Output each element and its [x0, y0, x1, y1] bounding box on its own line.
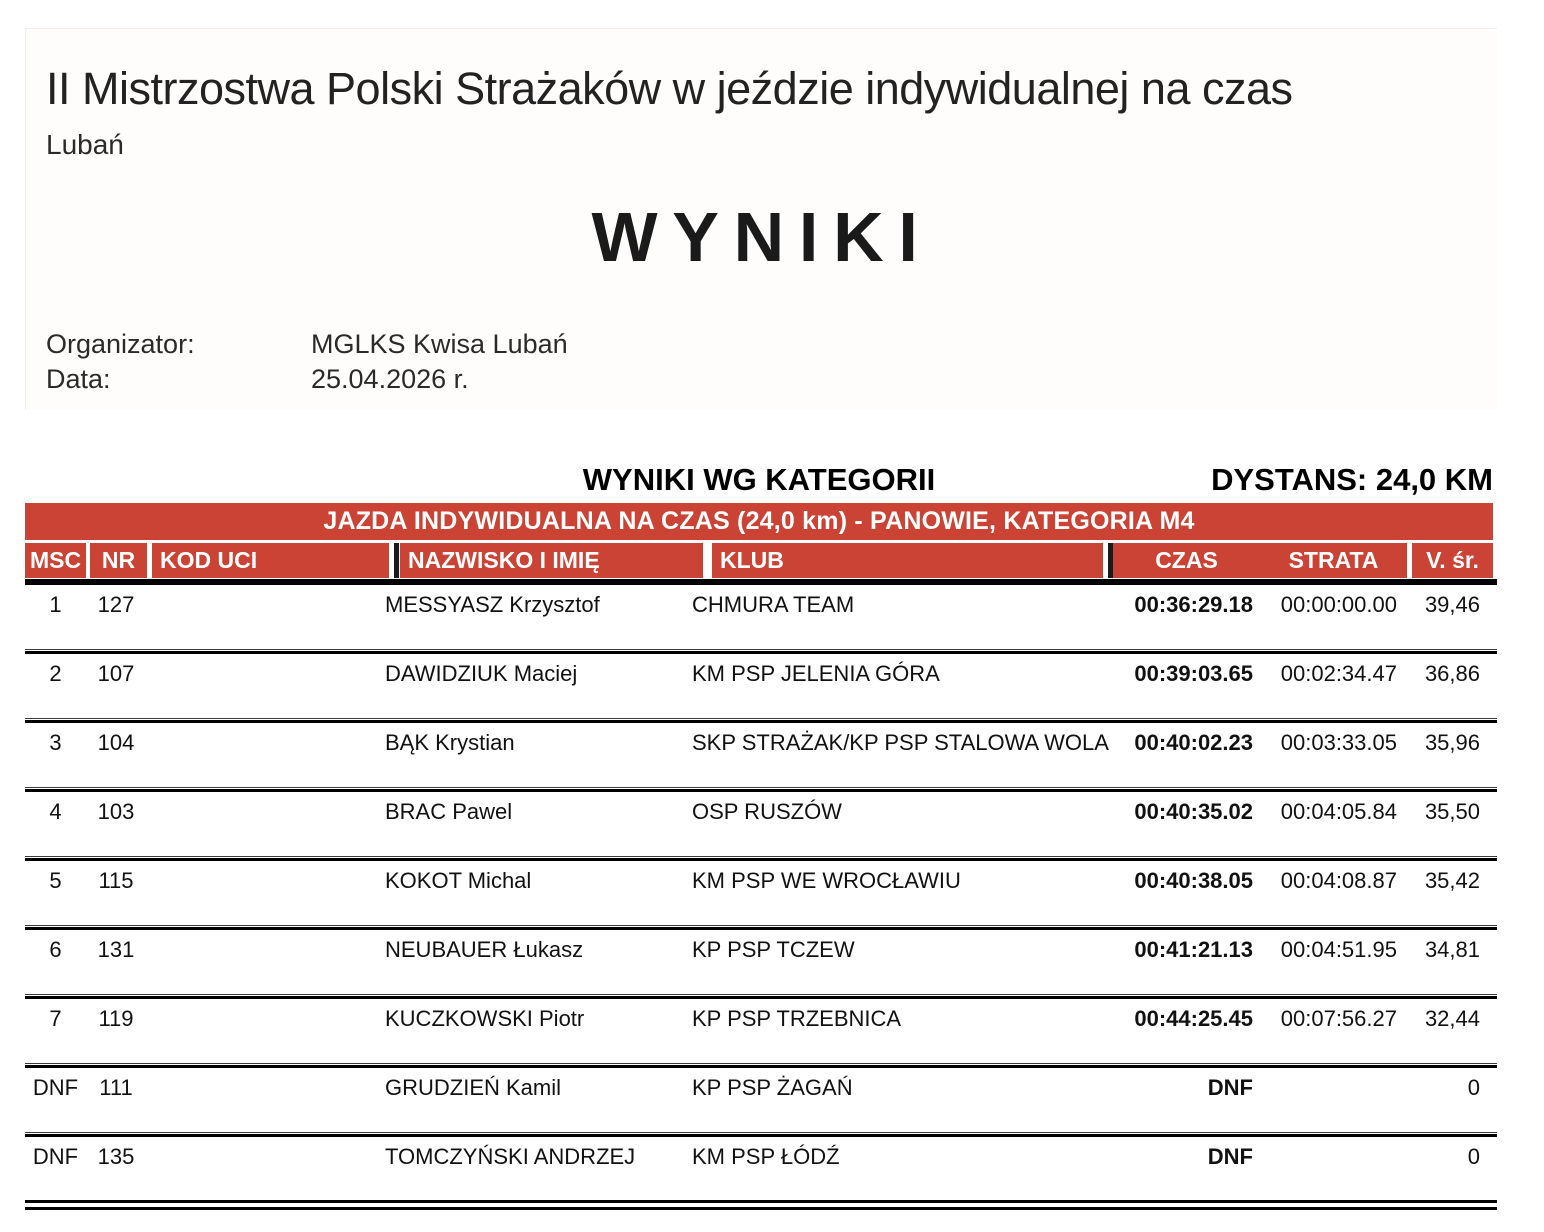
- result-row: [25, 792, 1497, 855]
- cell-strata: 00:04:08.87: [1280, 868, 1397, 893]
- cell-vsr: 35,96: [1424, 730, 1480, 755]
- cell-name: DAWIDZIUK Maciej: [385, 661, 578, 686]
- cell-name: KUCZKOWSKI Piotr: [385, 1006, 585, 1031]
- cell-nr: 131: [97, 937, 135, 962]
- date-value: 25.04.2026 r.: [311, 364, 469, 394]
- col-header-nazwisko: NAZWISKO I IMIĘ: [400, 543, 703, 578]
- cell-strata: 00:02:34.47: [1280, 661, 1397, 686]
- cell-nr: 135: [97, 1144, 135, 1169]
- cell-klub: OSP RUSZÓW: [692, 799, 842, 824]
- col-header-kod-uci: KOD UCI: [152, 543, 389, 578]
- cell-czas: 00:40:38.05: [1134, 868, 1253, 893]
- organizer-value: MGLKS Kwisa Lubań: [311, 329, 568, 359]
- cell-vsr: 32,44: [1424, 1006, 1480, 1031]
- category-bar: JAZDA INDYWIDUALNA NA CZAS (24,0 km) - PANOWIE, KATEGORIA M4: [25, 503, 1493, 540]
- cell-msc: 7: [49, 1006, 62, 1031]
- cell-msc: DNF: [32, 1144, 79, 1169]
- event-city: Lubań: [46, 129, 124, 160]
- cell-czas: DNF: [1207, 1144, 1253, 1169]
- cell-klub: KP PSP TCZEW: [692, 937, 855, 962]
- result-row: [25, 861, 1497, 924]
- cell-czas: DNF: [1207, 1075, 1253, 1100]
- results-heading: WYNIKI: [591, 198, 933, 276]
- col-header-nr: NR: [90, 543, 147, 578]
- cell-name: BRAC Pawel: [385, 799, 513, 824]
- distance-label: DYSTANS: 24,0 KM: [1211, 462, 1493, 497]
- cell-czas: 00:36:29.18: [1134, 592, 1253, 617]
- cell-strata: 00:04:51.95: [1280, 937, 1397, 962]
- date-label: Data:: [46, 364, 111, 394]
- cell-msc: 3: [49, 730, 62, 755]
- cell-vsr: 0: [1467, 1144, 1480, 1169]
- cell-name: GRUDZIEŃ Kamil: [385, 1075, 562, 1100]
- cell-nr: 115: [98, 868, 134, 893]
- cell-vsr: 34,81: [1424, 937, 1480, 962]
- cell-name: NEUBAUER Łukasz: [385, 937, 584, 962]
- section-heading: WYNIKI WG KATEGORII: [582, 462, 936, 497]
- cell-nr: 104: [97, 730, 135, 755]
- cell-msc: 2: [49, 661, 62, 686]
- col-header-vsr: V. śr.: [1412, 543, 1493, 578]
- cell-nr: 111: [99, 1075, 133, 1100]
- cell-klub: KM PSP ŁÓDŹ: [692, 1144, 840, 1169]
- cell-strata: 00:07:56.27: [1280, 1006, 1397, 1031]
- cell-nr: 119: [98, 1006, 134, 1031]
- column-divider: [394, 543, 399, 578]
- result-row: [25, 1137, 1497, 1200]
- result-row: [25, 1068, 1497, 1131]
- result-row: [25, 654, 1497, 717]
- cell-msc: 1: [49, 592, 62, 617]
- event-title: II Mistrzostwa Polski Strażaków w jeździe indywidualnej na czas: [46, 63, 1293, 114]
- cell-name: MESSYASZ Krzysztof: [385, 592, 600, 617]
- cell-nr: 127: [97, 592, 135, 617]
- col-header-msc: MSC: [25, 543, 86, 578]
- cell-msc: 5: [49, 868, 62, 893]
- result-row: [25, 999, 1497, 1062]
- col-header-klub: KLUB: [712, 543, 1103, 578]
- table-header: [25, 543, 1493, 578]
- result-row: [25, 723, 1497, 786]
- cell-msc: 6: [49, 937, 62, 962]
- cell-czas: 00:41:21.13: [1134, 937, 1253, 962]
- cell-vsr: 0: [1467, 1075, 1480, 1100]
- cell-vsr: 35,42: [1424, 868, 1480, 893]
- cell-klub: KP PSP TRZEBNICA: [692, 1006, 902, 1031]
- cell-vsr: 39,46: [1424, 592, 1480, 617]
- cell-name: TOMCZYŃSKI ANDRZEJ: [385, 1144, 636, 1169]
- cell-vsr: 36,86: [1424, 661, 1480, 686]
- col-header-strata: STRATA: [1288, 547, 1379, 573]
- col-header-czas: CZAS: [1155, 547, 1218, 573]
- cell-vsr: 35,50: [1424, 799, 1480, 824]
- cell-msc: 4: [49, 799, 62, 824]
- cell-strata: 00:03:33.05: [1280, 730, 1397, 755]
- result-row: [25, 585, 1497, 648]
- cell-name: BĄK Krystian: [385, 730, 515, 755]
- cell-czas: 00:39:03.65: [1134, 661, 1253, 686]
- cell-nr: 107: [97, 661, 135, 686]
- organizer-label: Organizator:: [46, 329, 195, 359]
- cell-klub: KM PSP WE WROCŁAWIU: [692, 868, 961, 893]
- cell-strata: 00:00:00.00: [1280, 592, 1397, 617]
- cell-klub: KP PSP ŻAGAŃ: [692, 1075, 853, 1100]
- cell-czas: 00:40:35.02: [1134, 799, 1253, 824]
- table-bottom-rule: [25, 1200, 1497, 1210]
- cell-msc: DNF: [32, 1075, 79, 1100]
- table-body: [25, 585, 1497, 1210]
- cell-czas: 00:44:25.45: [1134, 1006, 1253, 1031]
- cell-name: KOKOT Michal: [385, 868, 532, 893]
- cell-klub: KM PSP JELENIA GÓRA: [692, 661, 940, 686]
- cell-nr: 103: [97, 799, 135, 824]
- cell-czas: 00:40:02.23: [1134, 730, 1253, 755]
- cell-strata: 00:04:05.84: [1280, 799, 1397, 824]
- cell-klub: CHMURA TEAM: [692, 592, 855, 617]
- result-row: [25, 930, 1497, 993]
- cell-klub: SKP STRAŻAK/KP PSP STALOWA WOLA: [692, 730, 1109, 755]
- letterhead: [25, 28, 1497, 410]
- col-header-czas-strata: [1113, 543, 1407, 578]
